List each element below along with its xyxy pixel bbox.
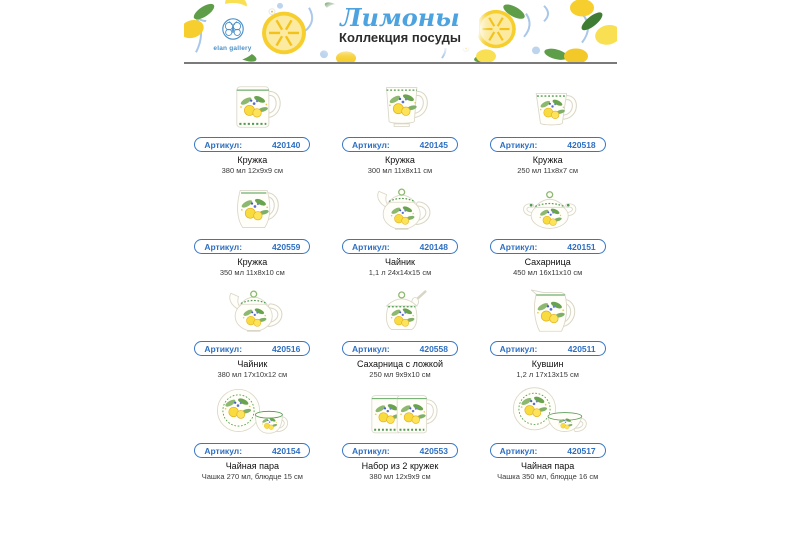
article-number: 420517 [567,445,596,456]
product-size: 300 мл 11х8х11 см [367,166,433,175]
product-name: Набор из 2 кружек [361,461,439,471]
product-card [479,386,617,481]
article-badge [490,341,606,356]
article-label: Артикул: [499,445,538,456]
product-name: Кружка [237,257,268,267]
product-grid [184,80,617,481]
product-name: Чайник [237,359,268,369]
product-card [479,80,617,175]
product-size: Чашка 350 мл, блюдце 16 см [497,472,599,481]
product-image-mug [492,80,604,134]
product-image-mug [196,182,308,236]
product-image-teapot [344,182,456,236]
article-badge [194,137,310,152]
page-subtitle: Коллекция посуды [339,30,461,45]
product-image-pitcher [492,284,604,338]
page-title: Лимоны [340,3,460,32]
product-name: Чайник [385,257,415,267]
product-size: 1,2 л 17х13х15 см [516,370,579,379]
product-name: Кружка [237,155,268,165]
article-number: 420148 [419,241,448,252]
article-badge [342,239,458,254]
article-number: 420558 [419,343,448,354]
product-name: Кувшин [531,359,564,369]
product-image-sugar-jar [344,284,456,338]
product-size: 250 мл 9х9х10 см [369,370,431,379]
product-name: Чайная пара [225,461,279,471]
product-card [331,182,469,277]
product-image-teapot [196,284,308,338]
article-label: Артикул: [351,343,390,354]
product-size: 250 мл 11х8х7 см [517,166,579,175]
article-label: Артикул: [204,139,243,150]
product-size: 380 мл 12х9х9 см [369,472,431,481]
product-card [331,80,469,175]
article-number: 420516 [271,343,301,354]
product-image-cup-saucer [196,386,308,440]
brand-name: elan gallery [213,44,252,52]
article-label: Артикул: [204,343,243,354]
product-image-sugar-bowl [492,182,604,236]
catalog-page [184,0,617,481]
article-badge [194,341,310,356]
article-number: 420559 [271,241,301,252]
article-number: 420518 [567,139,596,150]
title-block [321,4,479,48]
product-size: 450 мл 16х11х10 см [513,268,583,277]
product-card [184,284,322,379]
product-card [331,284,469,379]
product-card [479,182,617,277]
article-badge [490,443,606,458]
product-name: Кружка [385,155,415,165]
product-card [184,80,322,175]
product-name: Чайная пара [521,461,575,471]
product-size: Чашка 270 мл, блюдце 15 см [201,472,303,481]
article-badge [490,239,606,254]
product-name: Сахарница с ложкой [356,359,443,369]
butterfly-icon [216,13,250,45]
article-number: 420553 [419,445,448,456]
article-number: 420145 [419,139,448,150]
article-label: Артикул: [351,241,390,252]
product-size: 380 мл 17х10х12 см [217,370,288,379]
product-size: 350 мл 11х8х10 см [219,268,285,277]
product-name: Сахарница [524,257,571,267]
article-label: Артикул: [499,241,538,252]
product-image-cup-saucer [492,386,604,440]
brand-logo [204,3,262,61]
product-card [184,182,322,277]
product-image-two-mugs [344,386,456,440]
article-number: 420140 [271,139,301,150]
product-card [331,386,469,481]
article-number: 420511 [567,343,596,354]
product-card [184,386,322,481]
article-label: Артикул: [499,343,538,354]
article-badge [490,137,606,152]
product-size: 1,1 л 24х14х15 см [368,268,432,277]
article-badge [194,239,310,254]
header-banner [184,0,617,64]
product-card [479,284,617,379]
article-label: Артикул: [499,139,538,150]
article-number: 420154 [271,445,301,456]
article-label: Артикул: [204,445,243,456]
article-label: Артикул: [351,139,390,150]
product-size: 380 мл 12х9х9 см [221,166,284,175]
article-label: Артикул: [351,445,390,456]
article-badge [342,137,458,152]
product-name: Кружка [532,155,563,165]
product-image-mug [196,80,308,134]
product-image-mug [344,80,456,134]
article-label: Артикул: [204,241,243,252]
article-number: 420151 [567,241,596,252]
article-badge [342,341,458,356]
article-badge [194,443,310,458]
article-badge [342,443,458,458]
